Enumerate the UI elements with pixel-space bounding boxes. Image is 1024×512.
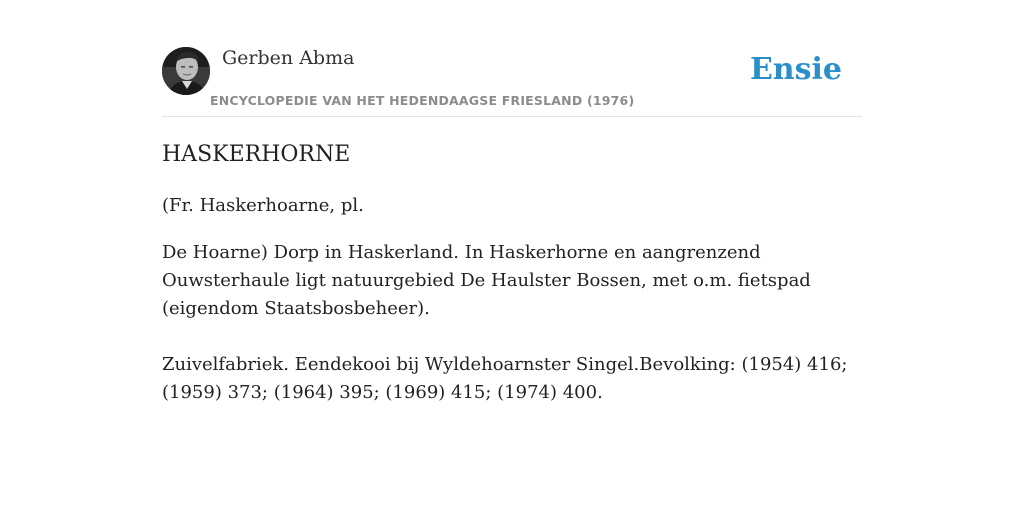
- article-paragraph: Zuivelfabriek. Eendekooi bij Wyldehoarnster Singel.Bevolking: (1954) 416; (1959) 373; (1964) 395; (1969) 415; (1974) 400.: [162, 354, 848, 403]
- author-avatar[interactable]: [162, 47, 210, 95]
- author-name[interactable]: Gerben Abma: [222, 47, 355, 69]
- source-label[interactable]: ENCYCLOPEDIE VAN HET HEDENDAAGSE FRIESLAND (1976): [210, 93, 635, 108]
- ensie-logo[interactable]: Ensie: [749, 52, 842, 87]
- author-portrait-image: [162, 47, 210, 95]
- article-paragraph: De Hoarne) Dorp in Haskerland. In Haskerhorne en aangrenzend Ouwsterhaule ligt natuurgebied De Haulster Bossen, met o.m. fietspad (eigendom Staatsbosbeheer).: [162, 242, 811, 319]
- article-paragraph: (Fr. Haskerhoarne, pl.: [162, 195, 364, 216]
- header: [162, 46, 862, 117]
- article-title: HASKERHORNE: [162, 142, 351, 167]
